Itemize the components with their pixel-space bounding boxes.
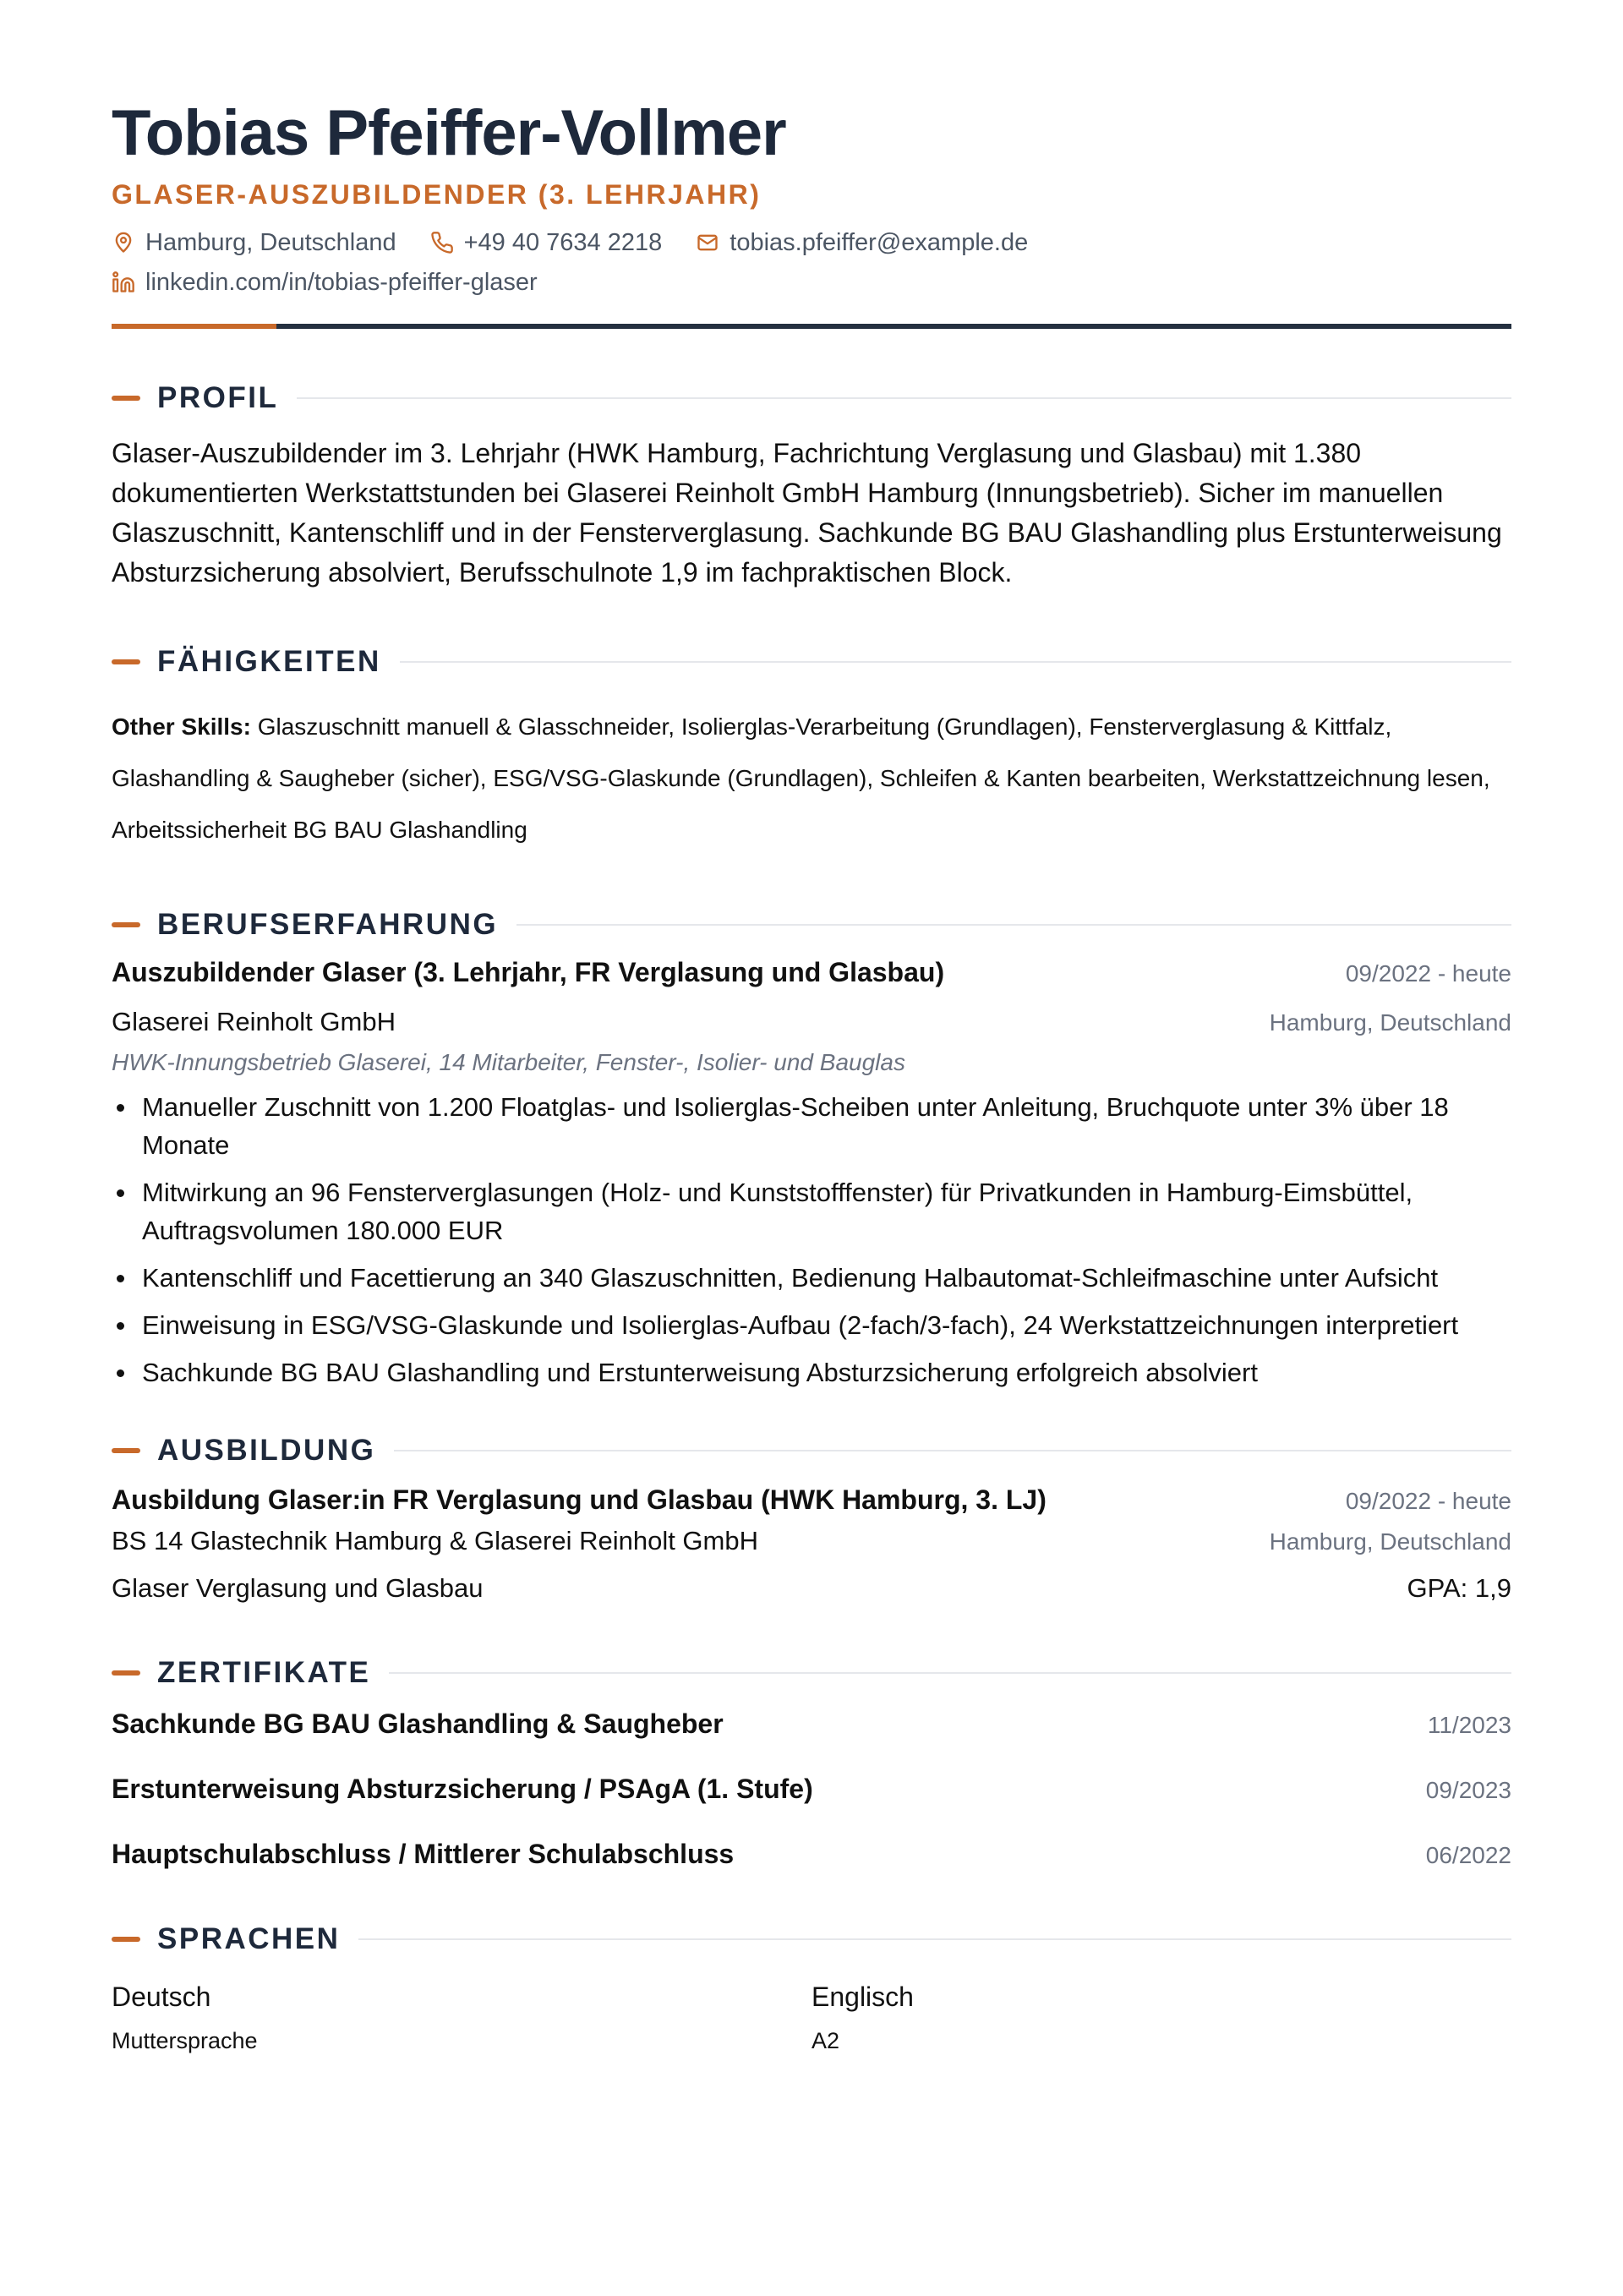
section-divider <box>358 1938 1511 1940</box>
section-marker <box>112 1448 140 1453</box>
languages-grid <box>112 1982 1511 2054</box>
certificate-item <box>112 1839 1511 1870</box>
resume-header <box>112 97 1511 329</box>
language-level: A2 <box>812 2027 840 2053</box>
section-marker <box>112 1670 140 1676</box>
section-marker <box>112 1937 140 1942</box>
language-item <box>112 1982 812 2054</box>
linkedin-text: linkedin.com/in/tobias-pfeiffer-glaser <box>145 268 538 296</box>
certificate-date: 11/2023 <box>1427 1711 1511 1738</box>
experience-entry <box>112 957 1511 1391</box>
candidate-name: Tobias Pfeiffer-Vollmer <box>112 97 786 169</box>
section-heading <box>112 645 1511 679</box>
language-item <box>812 1982 1511 2054</box>
section-title: AUSBILDUNG <box>157 1433 376 1467</box>
section-title: PROFIL <box>157 380 279 414</box>
certificate-item <box>112 1774 1511 1805</box>
language-name: Englisch <box>812 1981 914 2012</box>
candidate-headline: GLASER-AUSZUBILDENDER (3. LEHRJAHR) <box>112 178 762 210</box>
section-skills <box>112 645 1511 856</box>
entry-subheader <box>112 1007 1511 1037</box>
map-pin-icon <box>112 231 135 254</box>
section-marker <box>112 396 140 401</box>
job-location: Hamburg, Deutschland <box>1269 1009 1511 1036</box>
entry-details <box>112 1573 1511 1604</box>
list-item: Mitwirkung an 96 Fensterverglasungen (Holz- und Kunststofffenster) für Privatkunden in Hamburg-Eimsbüttel, Auftragsvolumen 180.000 EUR <box>112 1173 1511 1249</box>
section-divider <box>394 1450 1511 1451</box>
location-text: Hamburg, Deutschland <box>145 228 396 256</box>
skills-list <box>112 701 1511 856</box>
section-heading <box>112 381 1511 415</box>
language-level: Muttersprache <box>112 2027 258 2053</box>
contact-location <box>112 229 396 257</box>
skills-text: Glaszuschnitt manuell & Glasschneider, Isolierglas-Verarbeitung (Grundlagen), Fensterverglasung & Kittfalz, Glashandling & Saugheber (sicher), ESG/VSG-Glaskunde (Grundlagen), Schleifen & Kanten bearbeiten, Werkstattzeichnung lesen, Arbeitssicherheit BG BAU Glashandling <box>112 713 1490 843</box>
skills-label: Other Skills: <box>112 713 251 740</box>
entry-header <box>112 1484 1511 1516</box>
job-bullets <box>112 1088 1511 1391</box>
section-heading <box>112 1922 1511 1956</box>
gpa: GPA: 1,9 <box>1407 1572 1511 1603</box>
profile-summary: Glaser-Auszubildender im 3. Lehrjahr (HWK Hamburg, Fachrichtung Verglasung und Glasbau) mit 1.380 dokumentierten Werkstattstunden bei Glaserei Reinholt GmbH Hamburg (Innungsbetrieb). Sicher im manuellen Glaszuschnitt, Kantenschliff und in der Fensterverglasung. Sachkunde BG BAU Glashandling plus Erstunterweisung Absturzsicherung absolviert, Berufsschulnote 1,9 im fachpraktischen Block. <box>112 437 1502 588</box>
list-item: Kantenschliff und Facettierung an 340 Glaszuschnitten, Bedienung Halbautomat-Schleifmaschine unter Aufsicht <box>112 1259 1511 1297</box>
section-title: BERUFSERFAHRUNG <box>157 907 499 941</box>
section-education <box>112 1434 1511 1604</box>
section-divider <box>297 397 1511 399</box>
certificate-date: 06/2022 <box>1425 1841 1511 1868</box>
list-item: Sachkunde BG BAU Glashandling und Erstunterweisung Absturzsicherung erfolgreich absolviert <box>112 1353 1511 1391</box>
institution-name: BS 14 Glastechnik Hamburg & Glaserei Reinholt GmbH <box>112 1525 758 1555</box>
section-title: FÄHIGKEITEN <box>157 644 381 678</box>
degree-title: Ausbildung Glaser:in FR Verglasung und Glasbau (HWK Hamburg, 3. LJ) <box>112 1484 1046 1515</box>
section-heading <box>112 1434 1511 1468</box>
list-item: Einweisung in ESG/VSG-Glaskunde und Isolierglas-Aufbau (2-fach/3-fach), 24 Werkstattzeichnungen interpretiert <box>112 1306 1511 1344</box>
certificate-date: 09/2023 <box>1425 1776 1511 1803</box>
section-title: ZERTIFIKATE <box>157 1655 371 1689</box>
list-item: Manueller Zuschnitt von 1.200 Floatglas- und Isolierglas-Scheiben unter Anleitung, Bruchquote unter 3% über 18 Monate <box>112 1088 1511 1164</box>
section-marker <box>112 922 140 927</box>
field-of-study: Glaser Verglasung und Glasbau <box>112 1572 484 1603</box>
email-text: tobias.pfeiffer@example.de <box>730 228 1029 256</box>
section-profile <box>112 381 1511 593</box>
section-divider <box>389 1672 1511 1674</box>
contact-row-2 <box>112 269 1511 297</box>
phone-icon <box>430 231 454 254</box>
education-entry <box>112 1484 1511 1604</box>
section-languages <box>112 1922 1511 2054</box>
contact-linkedin[interactable] <box>112 269 538 297</box>
job-title: Auszubildender Glaser (3. Lehrjahr, FR Verglasung und Glasbau) <box>112 956 945 987</box>
language-name: Deutsch <box>112 1981 211 2012</box>
contact-email[interactable] <box>696 229 1028 257</box>
certificate-name: Sachkunde BG BAU Glashandling & Saugheber <box>112 1708 724 1739</box>
header-divider <box>112 324 1511 329</box>
company-description: HWK-Innungsbetrieb Glaserei, 14 Mitarbeiter, Fenster-, Isolier- und Bauglas <box>112 1048 905 1075</box>
section-divider <box>516 924 1511 926</box>
certificate-item <box>112 1708 1511 1740</box>
section-experience <box>112 908 1511 1391</box>
section-certificates <box>112 1656 1511 1870</box>
phone-text: +49 40 7634 2218 <box>463 228 663 256</box>
section-divider <box>400 661 1511 663</box>
mail-icon <box>696 231 719 254</box>
certificates-list <box>112 1708 1511 1870</box>
section-heading <box>112 1656 1511 1690</box>
job-date: 09/2022 - heute <box>1345 959 1511 987</box>
header-divider-accent <box>112 324 276 329</box>
education-location: Hamburg, Deutschland <box>1269 1528 1511 1555</box>
entry-subheader <box>112 1526 1511 1556</box>
section-title: SPRACHEN <box>157 1922 341 1955</box>
linkedin-icon <box>112 271 135 294</box>
education-date: 09/2022 - heute <box>1345 1487 1511 1514</box>
company-name: Glaserei Reinholt GmbH <box>112 1006 396 1036</box>
contact-phone[interactable] <box>430 229 663 257</box>
contact-row <box>112 229 1511 257</box>
entry-header <box>112 957 1511 988</box>
certificate-name: Hauptschulabschluss / Mittlerer Schulabschluss <box>112 1838 735 1869</box>
section-heading <box>112 908 1511 942</box>
section-marker <box>112 659 140 664</box>
certificate-name: Erstunterweisung Absturzsicherung / PSAgA (1. Stufe) <box>112 1773 813 1804</box>
